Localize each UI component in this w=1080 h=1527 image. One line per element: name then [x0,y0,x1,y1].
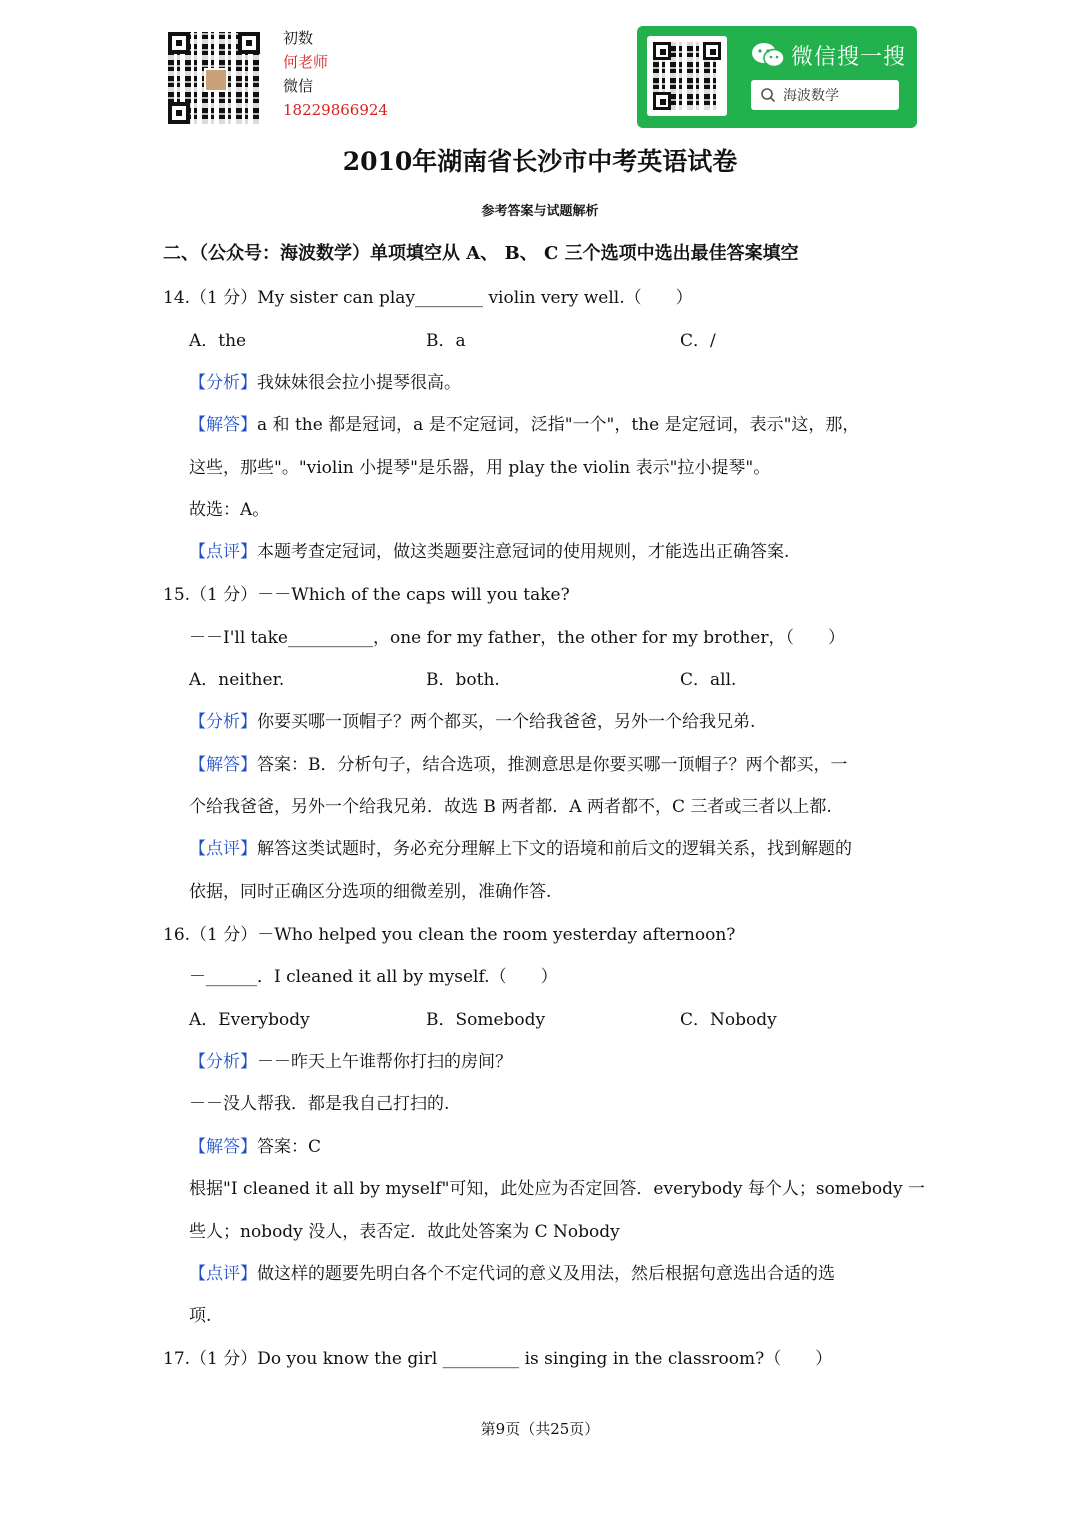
answer-tag: 【解答】 [189,415,257,435]
analysis-tag: 【分析】 [189,373,257,393]
wechat-search-banner [637,26,917,128]
q16-option-b: B．Somebody [426,1010,546,1030]
analysis-tag: 【分析】 [189,1052,257,1072]
question-16-stem-2: －______．I cleaned it all by myself.（ ） [189,967,558,987]
contact-line-3: 微信 [283,77,314,95]
page-subtitle: 参考答案与试题解析 [481,204,599,219]
q14-answer-text-1: a 和 the 都是冠词，a 是不定冠词，泛指"一个"，the 是定冠词，表示"这，那， [257,415,860,435]
q15-answer-text-1: 答案：B．分析句子，结合选项，推测意思是你要买哪一顶帽子？两个都买，一 [257,755,848,775]
contact-phone: 18229866924 [283,101,388,119]
section-heading: 二、（公众号：海波数学）单项填空从 A、 B、 C 三个选项中选出最佳答案填空 [163,243,799,264]
q15-analysis [189,707,755,732]
comment-tag: 【点评】 [189,1264,257,1284]
q16-answer [189,1132,321,1157]
q14-answer-text-2: 这些，那些"。"violin 小提琴"是乐器，用 play the violin 表示"拉小提琴"。 [189,458,771,478]
q15-option-a: A．neither. [189,670,285,690]
contact-line-1: 初数 [283,29,314,47]
contact-qr-code [168,32,260,124]
q15-comment [189,834,852,859]
page-title: 2010年湖南省长沙市中考英语试卷 [342,147,738,176]
question-16-stem: 16.（1 分）－Who helped you clean the room yesterday afternoon? [163,925,736,945]
q15-comment-text-2: 依据，同时正确区分选项的细微差别，准确作答. [189,882,552,902]
question-15-stem: 15.（1 分）－－Which of the caps will you take? [163,585,570,605]
q14-option-a: A．the [189,331,247,351]
q16-analysis [189,1047,512,1072]
q16-comment-text-2: 项. [189,1306,212,1326]
q14-analysis [189,368,461,393]
q14-option-b: B．a [426,331,466,351]
wechat-qr-code [647,36,727,116]
comment-tag: 【点评】 [189,542,257,562]
q15-option-b: B．both. [426,670,500,690]
question-14-stem: 14.（1 分）My sister can play________ violin very well.（ ） [163,288,693,308]
search-icon [760,87,776,103]
question-17-stem: 17.（1 分）Do you know the girl _________ is singing in the classroom?（ ） [163,1349,833,1369]
analysis-tag: 【分析】 [189,712,257,732]
q14-choice: 故选：A。 [189,500,270,520]
contact-info [283,26,388,122]
q14-comment-text: 本题考查定冠词，做这类题要注意冠词的使用规则，才能选出正确答案. [257,542,790,562]
q16-option-a: A．Everybody [189,1010,310,1030]
wechat-logo-icon [751,42,785,68]
q16-answer-text: 答案：C [257,1137,322,1157]
contact-teacher-name: 何老师 [283,53,329,71]
wechat-search-title: 微信搜一搜 [791,45,907,70]
q15-answer [189,750,848,775]
q16-comment-text-1: 做这样的题要先明白各个不定代词的意义及用法，然后根据句意选出合适的选 [257,1264,835,1284]
q16-analysis-text-2: －－没人帮我．都是我自己打扫的. [189,1094,450,1114]
q16-option-c: C．Nobody [680,1010,777,1030]
answer-tag: 【解答】 [189,1137,257,1157]
comment-tag: 【点评】 [189,839,257,859]
q15-option-c: C．all. [680,670,737,690]
page-footer: 第9页（共25页） [480,1420,600,1438]
q15-comment-text-1: 解答这类试题时，务必充分理解上下文的语境和前后文的逻辑关系，找到解题的 [257,839,852,859]
q16-answer-text-2: 根据"I cleaned it all by myself"可知，此处应为否定回答．everybody 每个人；somebody 一 [189,1179,926,1199]
q16-answer-text-3: 些人；nobody 没人，表否定．故此处答案为 C Nobody [189,1222,620,1242]
wechat-search-text: 海波数学 [783,88,839,104]
question-15-stem-2: －－I'll take__________，one for my father，the other for my brother，（ ） [189,628,845,648]
answer-tag: 【解答】 [189,755,257,775]
q14-option-c: C．/ [680,331,716,351]
avatar [204,68,228,92]
q14-answer [189,410,859,435]
q16-analysis-text: －－昨天上午谁帮你打扫的房间？ [257,1052,512,1072]
q15-analysis-text: 你要买哪一顶帽子？两个都买，一个给我爸爸，另外一个给我兄弟. [257,712,756,732]
q14-analysis-text: 我妹妹很会拉小提琴很高。 [257,373,461,393]
q14-comment [189,537,789,562]
wechat-search-box[interactable] [751,80,899,110]
q16-comment [189,1259,835,1284]
q15-answer-text-2: 个给我爸爸，另外一个给我兄弟．故选 B 两者都．A 两者都不，C 三者或三者以上都. [189,797,832,817]
